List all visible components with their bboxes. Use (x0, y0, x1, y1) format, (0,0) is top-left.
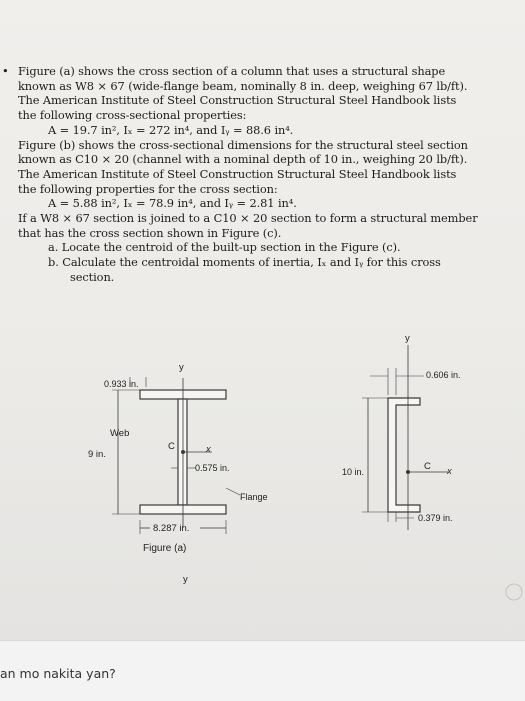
properties-w8: A = 19.7 in², Iₓ = 272 in⁴, and Iᵧ = 88.6 in⁴. (48, 122, 294, 137)
centroid-marker (181, 450, 185, 454)
problem-line: The American Institute of Steel Construction Structural Steel Handbook lists (18, 166, 457, 181)
flange-width-label: 0.933 in. (104, 379, 139, 389)
question-a: a. Locate the centroid of the built-up section in the Figure (c). (48, 240, 401, 255)
question-b-cont: section. (70, 269, 115, 284)
problem-line: Figure (b) shows the cross-sectional dimensions for the structural steel section (18, 137, 468, 152)
flange-label: Flange (240, 492, 268, 502)
problem-line: known as C10 × 20 (channel with a nominal depth of 10 in., weighing 20 lb/ft). (18, 152, 468, 167)
problem-line: the following cross-sectional properties: (18, 108, 247, 123)
problem-line: The American Institute of Steel Construction Structural Steel Handbook lists (18, 93, 457, 108)
chat-message: an mo nakita yan? (0, 666, 116, 681)
properties-c10: A = 5.88 in², Iₓ = 78.9 in⁴, and Iᵧ = 2.81 in⁴. (48, 196, 297, 211)
fig-a-y-label: y (179, 362, 184, 373)
fig-b-y-label: y (405, 333, 410, 344)
centroid-label: C (168, 441, 175, 452)
flange-dim-label: 0.606 in. (426, 370, 461, 380)
channel-web-thickness-label: 0.379 in. (418, 513, 453, 523)
channel-depth-label: 10 in. (342, 467, 365, 477)
problem-line: the following properties for the cross section: (18, 181, 278, 196)
problem-line: Figure (a) shows the cross section of a column that uses a structural shape (18, 64, 446, 78)
fig-a-bottom-y-label: y (183, 574, 188, 585)
problem-line: that has the cross section shown in Figure (c). (18, 225, 282, 240)
channel-shape (388, 398, 420, 512)
depth-label: 9 in. (88, 449, 106, 460)
channel-centroid-label: C (424, 461, 431, 472)
channel-centroid-marker (406, 470, 410, 474)
web-thickness-label: 0.575 in. (195, 463, 230, 473)
question-b: b. Calculate the centroidal moments of inertia, Iₓ and Iᵧ for this cross (48, 255, 441, 270)
bullet-mark: • (2, 64, 9, 78)
problem-line: known as W8 × 67 (wide-flange beam, nominally 8 in. deep, weighing 67 lb/ft). (18, 78, 468, 93)
problem-line: If a W8 × 67 section is joined to a C10 × 20 section to form a structural member (18, 211, 478, 226)
corner-badge (506, 584, 522, 600)
width-label: 8.287 in. (153, 523, 190, 534)
web-label: Web (110, 428, 130, 439)
fig-b-x-label: x (447, 466, 452, 477)
figure-a-caption: Figure (a) (143, 543, 187, 554)
fig-a-x-label: x (206, 444, 211, 455)
